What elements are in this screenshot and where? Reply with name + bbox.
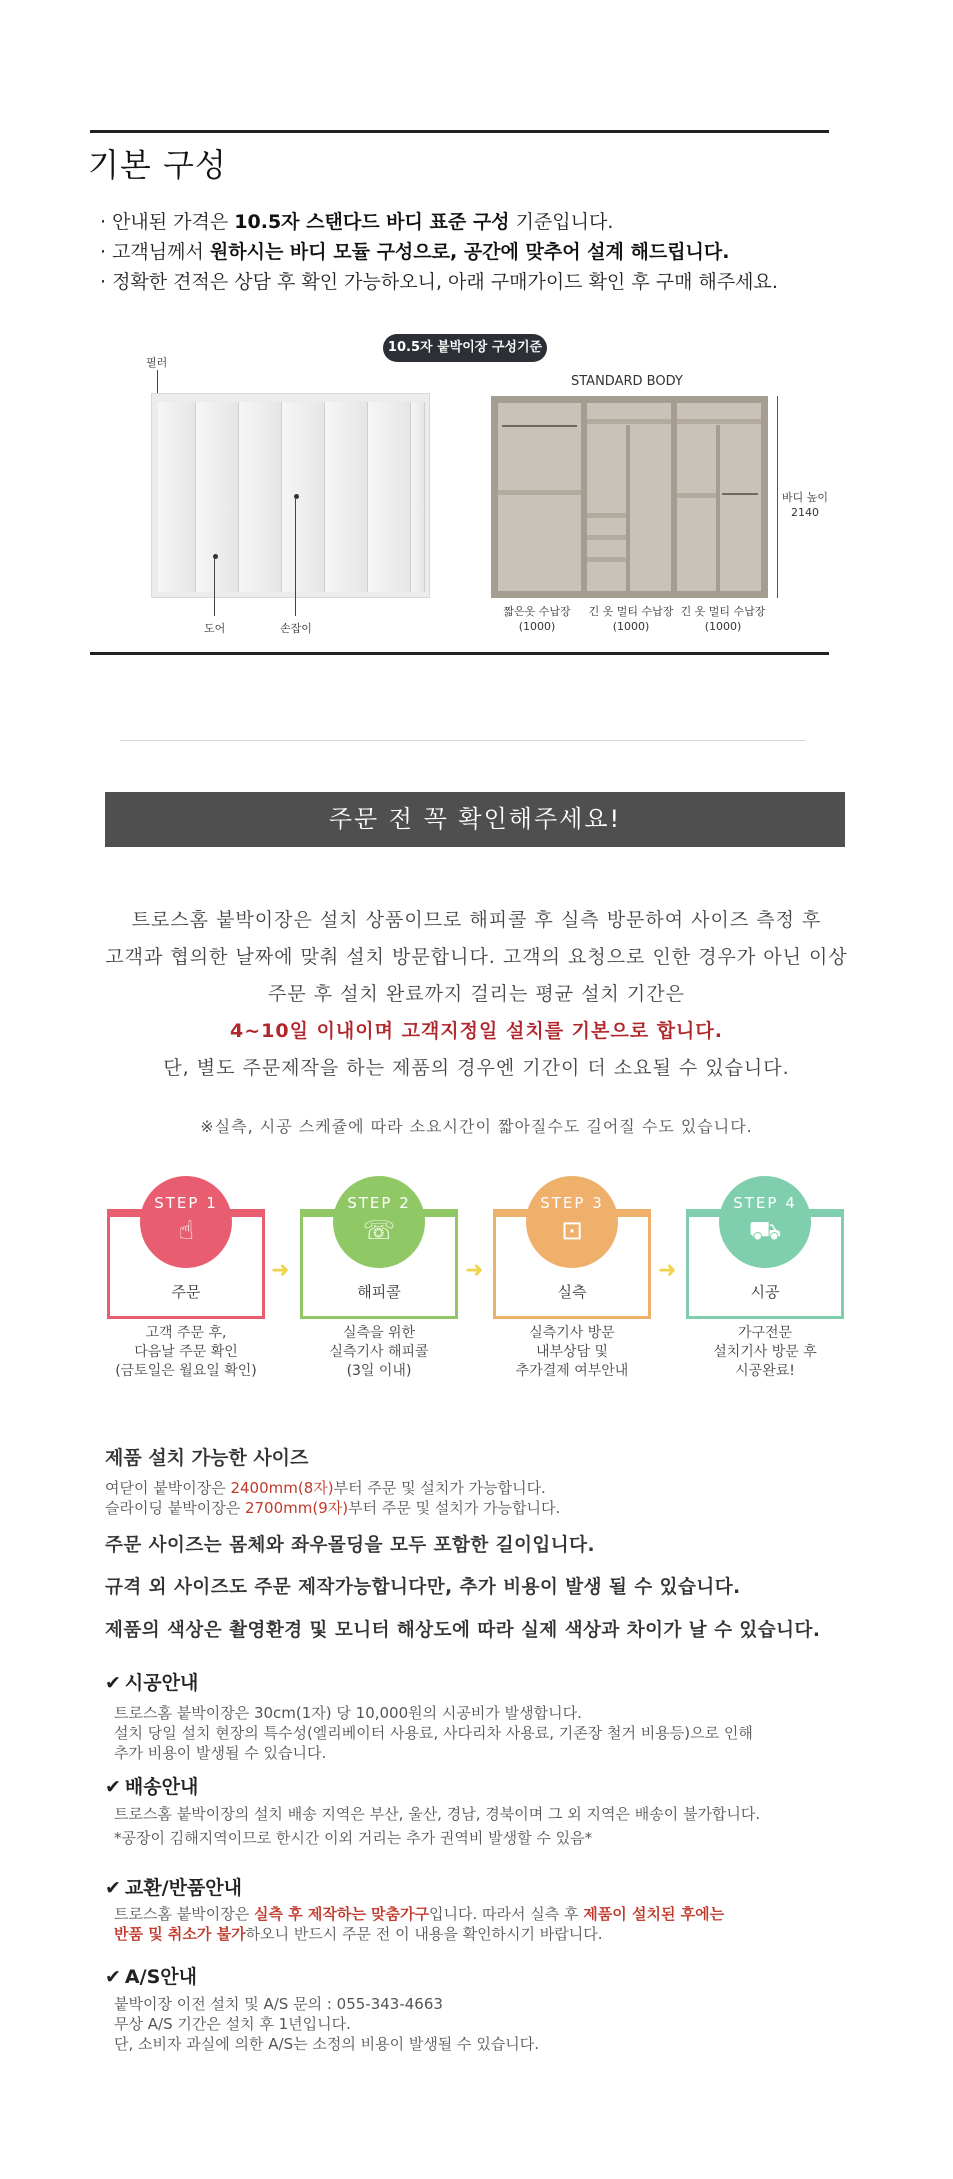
handle-leader-line	[295, 498, 296, 616]
door-illustration	[151, 393, 430, 598]
module-3-label: 긴 옷 멀티 수납장 (1000)	[680, 605, 766, 633]
top-divider	[90, 130, 829, 133]
label-handle: 손잡이	[280, 622, 312, 635]
section-title-basic: 기본 구성	[88, 146, 227, 184]
check-icon: ✔	[105, 1776, 121, 1798]
size-note-2: 규격 외 사이즈도 주문 제작가능합니다만, 추가 비용이 발생 될 수 있습니다.	[105, 1577, 741, 1598]
notice-line-5: 단, 별도 주문제작을 하는 제품의 경우엔 기간이 더 소요될 수 있습니다.	[163, 1057, 790, 1079]
headset-icon: ☏	[362, 1216, 396, 1246]
door-leader-line	[214, 558, 215, 616]
bullet-custom-design: · 고객님께서 원하시는 바디 모듈 구성으로, 공간에 맞추어 설계 해드립니다.	[100, 241, 730, 263]
step-3-desc: 실측기사 방문 내부상담 및 추가결제 여부안내	[515, 1325, 629, 1379]
size-note-3: 제품의 색상은 촬영환경 및 모니터 해상도에 따라 실제 색상과 차이가 날 수 있습니다.	[105, 1620, 821, 1641]
notice-line-3: 주문 후 설치 완료까지 걸리는 평균 설치 기간은	[267, 983, 685, 1005]
label-pillar: 필러	[146, 356, 168, 369]
tape-measure-icon: ⊡	[561, 1216, 583, 1246]
step-2-circle: STEP 2 ☏	[333, 1176, 425, 1268]
standard-body-label: STANDARD BODY	[571, 374, 683, 389]
bottom-divider	[90, 652, 829, 655]
as-heading: ✔ A/S안내	[105, 1966, 197, 1988]
step-arrow-icon: ➜	[658, 1258, 677, 1283]
delivery-text: 트로스홈 붙박이장의 설치 배송 지역은 부산, 울산, 경남, 경북이며 그 외 지역은 배송이 불가합니다. *공장이 김해지역이므로 한시간 이외 거리는 추가 권역비 발생할 수 있음*	[114, 1805, 761, 1847]
truck-icon: ⛟	[748, 1216, 782, 1246]
step-2-label: 해피콜	[357, 1283, 401, 1301]
install-text: 트로스홈 붙박이장은 30cm(1자) 당 10,000원의 시공비가 발생합니다. 설치 당일 설치 현장의 특수성(엘리베이터 사용료, 사다리차 사용료, 기존장 철거 비용등)으로 인해 추가 비용이 발생될 수 있습니다.	[114, 1704, 753, 1762]
cabinet-illustration	[491, 396, 768, 598]
module-2-label: 긴 옷 멀티 수납장 (1000)	[588, 605, 674, 633]
notice-banner: 주문 전 꼭 확인해주세요!	[105, 792, 845, 847]
notice-line-2: 고객과 협의한 날짜에 맞춰 설치 방문합니다. 고객의 요청으로 인한 경우가 아닌 이상	[105, 946, 848, 968]
config-badge: 10.5자 붙박이장 구성기준	[383, 334, 547, 362]
step-arrow-icon: ➜	[271, 1258, 290, 1283]
hand-pointer-icon: ☝	[178, 1216, 194, 1246]
step-1-desc: 고객 주문 후, 다음날 주문 확인 (금토일은 월요일 확인)	[115, 1325, 257, 1379]
height-dimension-line	[777, 396, 778, 598]
delivery-heading: ✔ 배송안내	[105, 1776, 199, 1798]
check-icon: ✔	[105, 1672, 121, 1694]
sizes-heading: 제품 설치 가능한 사이즈	[105, 1447, 309, 1469]
step-3-circle: STEP 3 ⊡	[526, 1176, 618, 1268]
check-icon: ✔	[105, 1877, 121, 1899]
label-door: 도어	[204, 622, 226, 635]
step-4-circle: STEP 4 ⛟	[719, 1176, 811, 1268]
module-1-label: 짧은옷 수납장 (1000)	[503, 605, 571, 633]
check-icon: ✔	[105, 1966, 121, 1988]
step-4-desc: 가구전문 설치기사 방문 후 시공완료!	[713, 1325, 817, 1379]
size-hinged: 여닫이 붙박이장은 2400mm(8자)부터 주문 및 설치가 가능합니다.	[105, 1479, 546, 1497]
size-note-1: 주문 사이즈는 몸체와 좌우몰딩을 모두 포함한 길이입니다.	[105, 1535, 596, 1556]
step-2-desc: 실측을 위한 실측기사 해피콜 (3일 이내)	[329, 1325, 429, 1379]
install-heading: ✔ 시공안내	[105, 1672, 199, 1694]
size-sliding: 슬라이딩 붙박이장은 2700mm(9자)부터 주문 및 설치가 가능합니다.	[105, 1499, 561, 1517]
exchange-text: 트로스홈 붙박이장은 실측 후 제작하는 맞춤가구입니다. 따라서 실측 후 제품이 설치된 후에는 반품 및 취소가 불가하오니 반드시 주문 전 이 내용을 확인하시기 바랍니다.	[114, 1905, 725, 1943]
notice-line-1: 트로스홈 붙박이장은 설치 상품이므로 해피콜 후 실측 방문하여 사이즈 측정 후	[131, 909, 822, 931]
notice-footnote: ※실측, 시공 스케쥴에 따라 소요시간이 짧아질수도 길어질 수도 있습니다.	[200, 1117, 753, 1136]
as-text: 붙박이장 이전 설치 및 A/S 문의 : 055-343-4663 무상 A/S 기간은 설치 후 1년입니다. 단, 소비자 과실에 의한 A/S는 소정의 비용이 발생될 수 있습니다.	[114, 1995, 540, 2053]
bullet-price-basis: · 안내된 가격은 10.5자 스탠다드 바디 표준 구성 기준입니다.	[100, 211, 614, 233]
notice-line-4: 4~10일 이내이며 고객지정일 설치를 기본으로 합니다.	[230, 1020, 723, 1042]
step-1-circle: STEP 1 ☝	[140, 1176, 232, 1268]
body-height-label: 바디 높이 2140	[782, 491, 829, 519]
exchange-heading: ✔ 교환/반품안내	[105, 1877, 242, 1899]
bullet-estimate: · 정확한 견적은 상담 후 확인 가능하오니, 아래 구매가이드 확인 후 구매 해주세요.	[100, 271, 778, 293]
step-3-label: 실측	[557, 1283, 587, 1301]
thin-divider	[120, 740, 806, 741]
step-arrow-icon: ➜	[465, 1258, 484, 1283]
step-4-label: 시공	[750, 1283, 780, 1301]
step-1-label: 주문	[171, 1283, 201, 1301]
